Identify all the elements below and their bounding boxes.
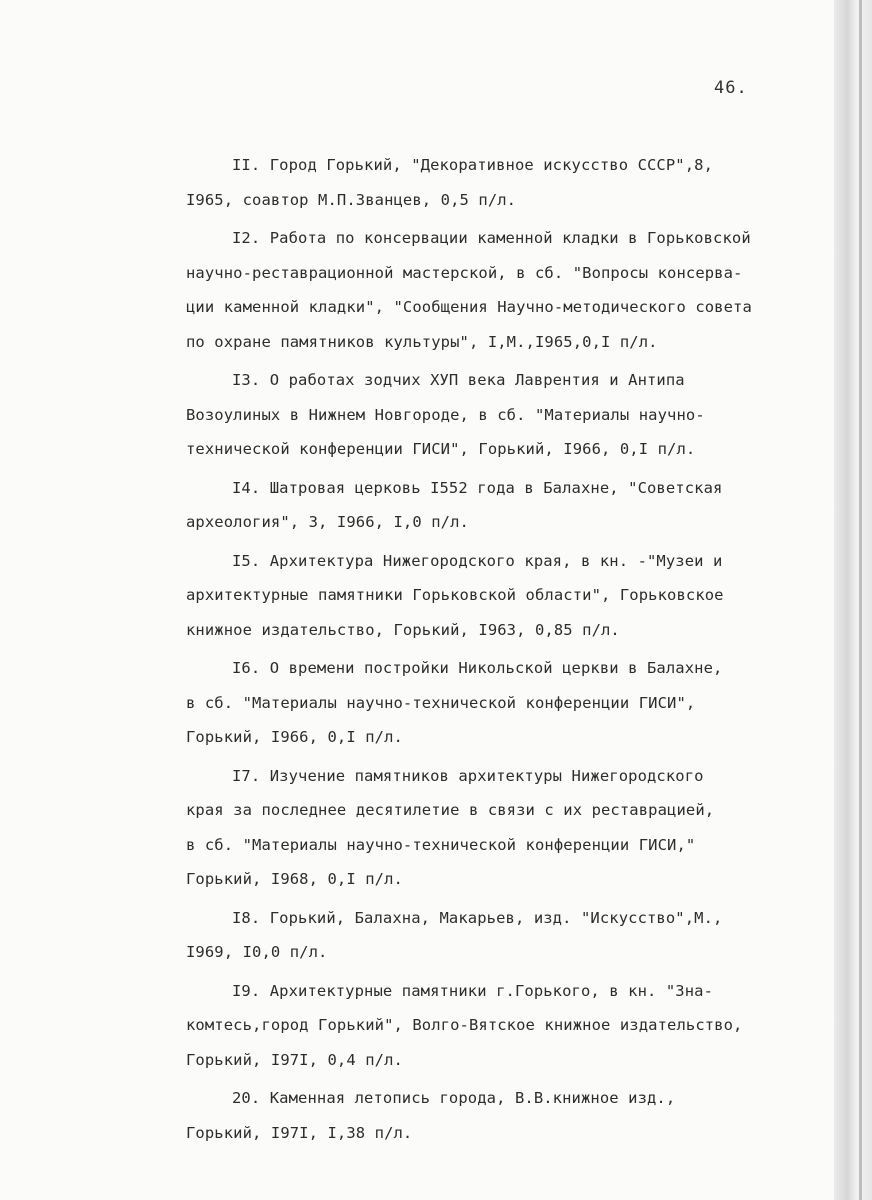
entry-line: II. Город Горький, "Декоративное искусство СССР",8, xyxy=(232,156,714,174)
entry-line: I7. Изучение памятников архитектуры Нижегородского xyxy=(232,766,704,785)
entry-line: I2. Работа по консервации каменной кладки в Горьковской xyxy=(232,229,751,247)
entry-line: I9. Архитектурные памятники г.Горького, в кн. "Зна- xyxy=(232,981,714,1000)
entry-line: Горький, I97I, I,38 п/л. xyxy=(186,1123,413,1142)
bibliography-entry xyxy=(186,759,826,897)
entry-line: I3. О работах зодчих ХУП века Лаврентия и Антипа xyxy=(232,371,685,389)
bibliography-entry xyxy=(186,651,826,755)
entry-line: 20. Каменная летопись города, В.В.книжное изд., xyxy=(232,1089,676,1107)
entry-line: в сб. "Материалы научно-технической конференции ГИСИ", xyxy=(186,693,696,712)
entry-line: по охране памятников культуры", I,М.,I965,0,I п/л. xyxy=(186,332,658,351)
entry-line: I8. Горький, Балахна, Макарьев, изд. "Искусство",М., xyxy=(232,908,723,927)
bibliography-entry xyxy=(186,901,826,970)
bibliography-entry xyxy=(186,471,826,540)
entry-line: в сб. "Материалы научно-технической конференции ГИСИ," xyxy=(186,835,696,854)
entry-line: Горький, I97I, 0,4 п/л. xyxy=(186,1050,403,1069)
bibliography-list xyxy=(186,148,826,1154)
entry-line: археология", 3, I966, I,0 п/л. xyxy=(186,513,469,531)
page-edge-line xyxy=(859,0,862,1200)
entry-line: комтесь,город Горький", Волго-Вятское книжное издательство, xyxy=(186,1016,743,1034)
entry-line: научно-реставрационной мастерской, в сб. "Вопросы консерва- xyxy=(186,263,743,282)
bibliography-entry xyxy=(186,363,826,467)
entry-line: края за последнее десятилетие в связи с их реставрацией, xyxy=(186,801,715,819)
entry-line: Горький, I966, 0,I п/л. xyxy=(186,728,403,746)
entry-line: I6. О времени постройки Никольской церкви в Балахне, xyxy=(232,659,723,677)
bibliography-entry xyxy=(186,974,826,1078)
bibliography-entry xyxy=(186,1081,826,1150)
entry-line: технической конференции ГИСИ", Горький, I966, 0,I п/л. xyxy=(186,440,696,458)
entry-line: Возоулиных в Нижнем Новгороде, в сб. "Материалы научно- xyxy=(186,405,705,424)
bibliography-entry xyxy=(186,544,826,648)
bibliography-entry xyxy=(186,148,826,217)
page-edge-shadow xyxy=(834,0,872,1200)
entry-line: I4. Шатровая церковь I552 года в Балахне, "Советская xyxy=(232,478,723,497)
entry-line: I5. Архитектура Нижегородского края, в кн. -"Музеи и xyxy=(232,551,723,570)
entry-line: ции каменной кладки", "Сообщения Научно-методического совета xyxy=(186,298,752,316)
entry-line: книжное издательство, Горький, I963, 0,85 п/л. xyxy=(186,620,620,639)
entry-line: I965, соавтор М.П.Званцев, 0,5 п/л. xyxy=(186,190,517,209)
entry-line: Горький, I968, 0,I п/л. xyxy=(186,870,403,888)
entry-line: I969, I0,0 п/л. xyxy=(186,943,328,961)
bibliography-entry xyxy=(186,221,826,359)
entry-line: архитектурные памятники Горьковской области", Горьковское xyxy=(186,586,724,604)
page-number: 46. xyxy=(714,78,748,98)
